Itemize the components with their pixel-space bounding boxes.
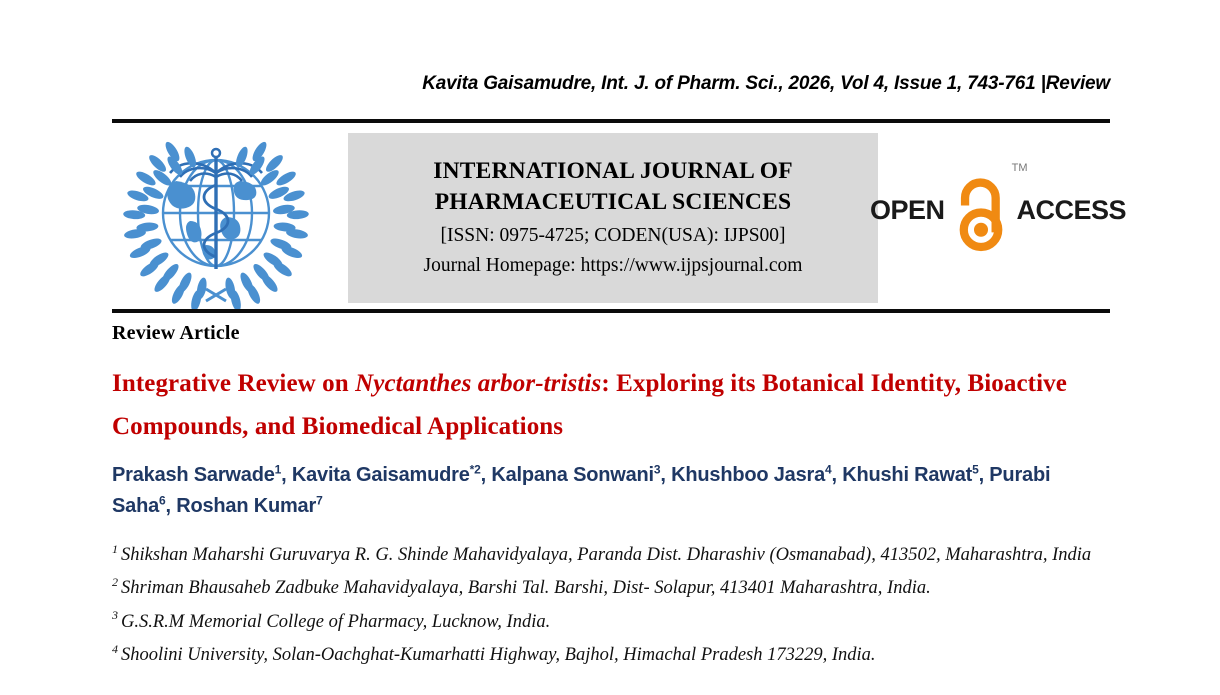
open-access-badge <box>869 160 1127 260</box>
article-head <box>112 322 1112 672</box>
author-name: Khushboo Jasra$^4$ <box>671 462 832 486</box>
journal-masthead-banner <box>348 133 878 303</box>
masthead-divider-rule <box>112 309 1110 313</box>
author-name: Kalpana Sonwani$^3$ <box>491 462 661 486</box>
top-divider-rule <box>112 119 1110 123</box>
article-type-label: Review Article <box>112 322 240 344</box>
journal-title-line1: INTERNATIONAL JOURNAL OF <box>433 158 793 185</box>
affiliation-line: $^2$ Shriman Bhausaheb Zadbuke Mahavidyalaya, Barshi Tal. Barshi, Dist- Solapur, 413401 Maharashtra, India. <box>112 575 931 599</box>
open-access-lock-icon <box>949 162 1028 254</box>
journal-logo <box>114 133 318 315</box>
affiliation-line: $^1$ Shikshan Maharshi Guruvarya R. G. Shinde Mahavidyalaya, Paranda Dist. Dharashiv (Osmanabad), 413502, Maharashtra, India <box>112 541 1092 565</box>
trademark-label: TM <box>1011 162 1028 174</box>
affiliation-line: $^3$ G.S.R.M Memorial College of Pharmacy, Lucknow, India. <box>112 608 551 632</box>
author-name: Prakash Sarwade$^1$ <box>112 462 282 486</box>
paper-title-prefix: Integrative Review on <box>112 370 356 397</box>
open-access-access-label: ACCESS <box>1016 194 1127 225</box>
author-name: Kavita Gaisamudre$^{*2}$ <box>291 462 481 486</box>
authors-line: Prakash Sarwade$^1$, Kavita Gaisamudre$^{*2}$, Kalpana Sonwani$^3$, Khushboo Jasra$^4$, Khushi Rawat$^5$, Purabi Saha$^6$, Roshan Kumar$^7$ <box>112 462 1051 517</box>
affiliation-line: $^4$ Shoolini University, Solan-Oachghat-Kumarhatti Highway, Bajhol, Himachal Pradesh 173229, India. <box>112 641 876 665</box>
author-name: Purabi Saha$^6$ <box>112 464 1051 517</box>
journal-title-line2: PHARMACEUTICAL SCIENCES <box>434 189 792 216</box>
paper-title <box>112 362 1112 448</box>
author-name: Khushi Rawat$^5$ <box>842 462 979 486</box>
journal-homepage-line: Journal Homepage: https://www.ijpsjournal.com <box>423 255 803 277</box>
running-head-citation: Kavita Gaisamudre, Int. J. of Pharm. Sci., 2026, Vol 4, Issue 1, 743-761 |Review <box>422 73 1110 94</box>
author-name: Roshan Kumar$^7$ <box>176 493 323 517</box>
affiliations-list <box>112 539 1112 672</box>
paper-title-species-italic: Nyctanthes arbor-tristis <box>355 370 602 397</box>
open-access-open-label: OPEN <box>869 194 945 225</box>
paper-title-suffix: : Exploring its Botanical Identity, Bioactive Compounds, and Biomedical Applications <box>112 370 1067 440</box>
journal-issn-line: [ISSN: 0975-4725; CODEN(USA): IJPS00] <box>440 224 786 246</box>
